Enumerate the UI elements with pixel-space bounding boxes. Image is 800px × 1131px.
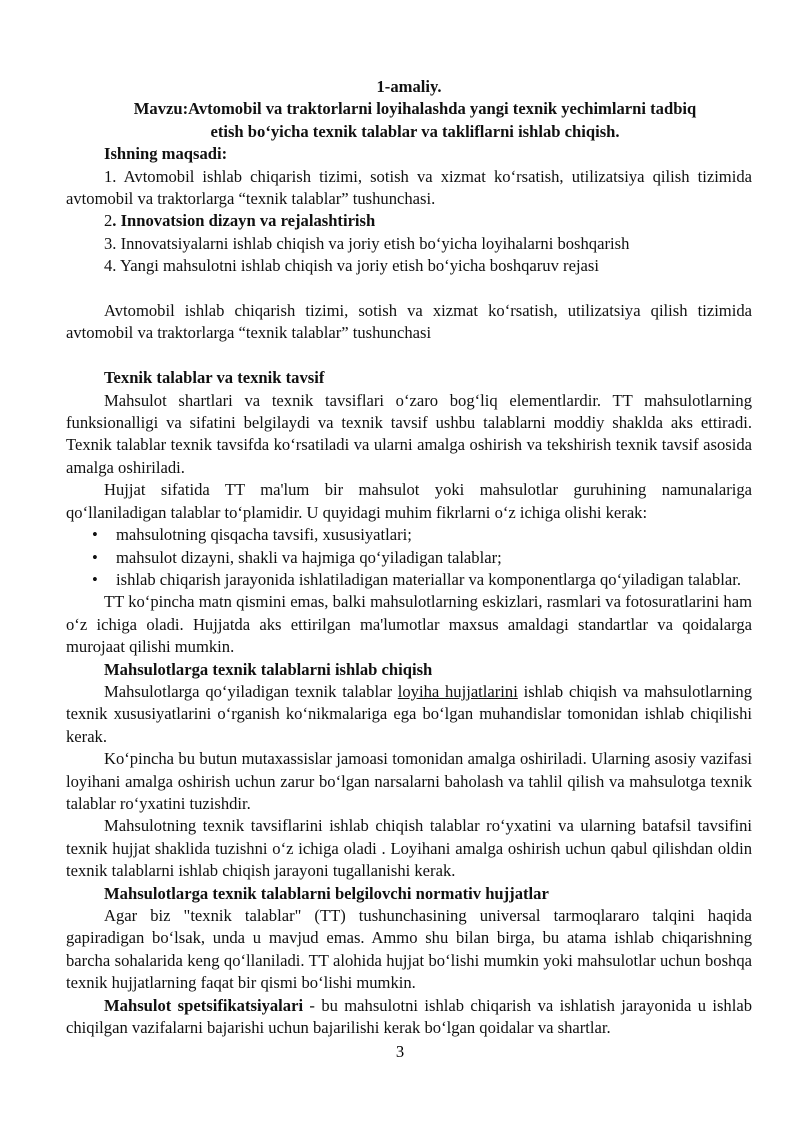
section-heading-normative-documents: Mahsulotlarga texnik talablarni belgilovchi normativ hujjatlar [104, 883, 549, 903]
paragraph: TT ko‘pincha matn qismini emas, balki mahsulotlarning eskizlari, rasmlari va fotosuratlarini ham o‘z ichiga oladi. Hujjatda aks ettirilgan ma'lumotlar maxsus amaldagi standartlar va qoidalarga murojaat qilishi mumkin. [66, 592, 752, 657]
aim-heading: Ishning maqsadi: [104, 144, 228, 164]
aim-item-1: 1. Avtomobil ishlab chiqarish tizimi, sotish va xizmat ko‘rsatish, utilizatsiya qilish tizimida avtomobil va traktorlarga “texnik talablar” tushunchasi. [66, 166, 752, 209]
topic-line-1: Mavzu:Avtomobil va traktorlarni loyihalashda yangi texnik yechimlarni tadbiq [133, 99, 697, 119]
paragraph: Mahsulotning texnik tavsiflarini ishlab chiqish talablar ro‘yxatini va ularning batafsil tavsifini texnik hujjat shaklida tuzishni o‘z ichiga oladi . Loyihani amalga oshirish uchun qabul qilishdan oldin texnik talablarni ishlab chiqish jarayoni tugallanishi kerak. [66, 816, 752, 881]
list-item: • ishlab chiqarish jarayonida ishlatiladigan materiallar va komponentlarga qo‘yiladigan talablar. [116, 569, 752, 591]
topic-line-2: etish bo‘yicha texnik talablar va takliflarni ishlab chiqish. [210, 121, 620, 141]
paragraph-text: Mahsulotlarga qo‘yiladigan texnik talablar [104, 681, 398, 701]
section-heading-technical-requirements: Texnik talablar va texnik tavsif [104, 368, 325, 388]
practice-number: 1-amaliy. [376, 77, 442, 96]
list-item: • mahsulotning qisqacha tavsifi, xususiyatlari; [116, 524, 752, 546]
aim-item-2-number: 2 [104, 211, 113, 231]
specifications-term: Mahsulot spetsifikatsiyalari [104, 995, 304, 1015]
aim-item-2 [66, 210, 752, 232]
project-documents-link[interactable]: loyiha hujjatlarini [397, 681, 518, 701]
topic-title [66, 98, 752, 143]
paragraph-text: ishlab chiqish va mahsulotlarning texnik xususiyatlarini o‘rganish ko‘nikmalariga ega bo‘lgan muhandislar tomonidan ishlab chiqilishi kerak. [66, 681, 752, 746]
paragraph: Mahsulot shartlari va texnik tavsiflari o‘zaro bog‘liq elementlardir. TT mahsulotlarning funksionalligi va sifatini belgilaydi va texnik tavsif ushbu talablarni moddiy shaklda aks ettiradi. Texnik talablar texnik tavsifda ko‘rsatiladi va ularni amalga oshirish va tekshirish texnik tavsif asosida amalga oshiriladi. [66, 390, 752, 477]
paragraph: Hujjat sifatida TT ma'lum bir mahsulot yoki mahsulotlar guruhining namunalariga qo‘llaniladigan talablar to‘plamidir. U quyidagi muhim fikrlarni o‘z ichiga olishi kerak: [66, 480, 752, 522]
paragraph [66, 681, 752, 748]
paragraph: Agar biz "texnik talablar" (TT) tushunchasining universal tarmoqlararo talqini haqida gapiradigan bo‘lsak, unda u mavjud emas. Ammo shu bilan birga, bu atama ishlab chiqarishning barcha sohalarida keng qo‘llaniladi. TT alohida hujjat bo‘lishi mumkin yoki mahsulotlar uchun boshqa texnik hujjatlarning faqat bir qismi bo‘lishi mumkin. [66, 906, 752, 993]
aim-item-2-dot: . Innovatsion dizayn va rejalashtirish [112, 211, 376, 231]
document-page [66, 76, 752, 1039]
list-item: • mahsulot dizayni, shakli va hajmiga qo‘yiladigan talablar; [116, 547, 752, 569]
paragraph-text: - bu mahsulotni ishlab chiqarish va ishlatish jarayonida u ishlab chiqilgan vazifalarni bajarishi uchun bajarilishi kerak bo‘lgan qoidalar va shartlar. [66, 995, 752, 1038]
requirements-list [66, 524, 752, 591]
paragraph: Ko‘pincha bu butun mutaxassislar jamoasi tomonidan amalga oshiriladi. Ularning asosiy vazifasi loyihani amalga oshirish uchun zarur bo‘lgan narsalarni baholash va tahlil qilish va mahsulotga texnik talablar ro‘yxatini tuzishdir. [66, 749, 752, 813]
section-heading-development: Mahsulotlarga texnik talablarni ishlab chiqish [104, 659, 433, 679]
intro-paragraph: Avtomobil ishlab chiqarish tizimi, sotish va xizmat ko‘rsatish, utilizatsiya qilish tizimida avtomobil va traktorlarga “texnik talablar” tushunchasi [66, 301, 752, 343]
page-number: 3 [395, 1042, 405, 1061]
aim-item-3: 3. Innovatsiyalarni ishlab chiqish va joriy etish bo‘yicha loyihalarni boshqarish [104, 233, 630, 253]
aim-item-4: 4. Yangi mahsulotni ishlab chiqish va joriy etish bo‘yicha boshqaruv rejasi [104, 256, 599, 276]
paragraph [66, 995, 752, 1040]
